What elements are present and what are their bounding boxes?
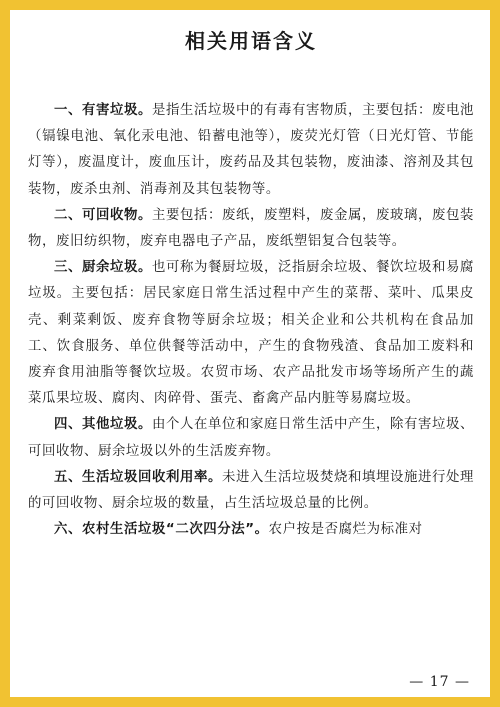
definition-body: 未进入生活垃圾焚烧和填埋设施进行处理的可回收物、厨余垃圾的数量，占生活垃圾总量的比例。 (28, 469, 474, 512)
definition-recycling-rate (28, 465, 474, 517)
page-number: — 17 — (409, 674, 470, 690)
definitions-list (28, 98, 474, 543)
definition-heading: 一、有害垃圾。 (54, 103, 152, 118)
page-title: 相关用语含义 (185, 29, 317, 53)
definition-body: 由个人在单位和家庭日常生活中产生，除有害垃圾、可回收物、厨余垃圾以外的生活废弃物。 (28, 417, 474, 459)
definition-kitchen-waste (28, 255, 474, 412)
definition-recyclables (28, 203, 474, 255)
document-page (28, 12, 474, 543)
definition-body: 主要包括：废纸，废塑料，废金属，废玻璃，废包装物，废旧纺织物，废弃电器电子产品，废纸塑铝复合包装等。 (28, 207, 474, 250)
definition-body: 农户按是否腐烂为标准对 (268, 522, 423, 538)
definition-heading: 四、其他垃圾。 (54, 417, 152, 433)
definition-other-waste (28, 412, 474, 464)
definition-body: 是指生活垃圾中的有毒有害物质，主要包括：废电池（镉镍电池、氧化汞电池、铅蓄电池等），废荧光灯管（日光灯管、节能灯等），废温度计，废血压计，废药品及其包装物，废油漆、溶剂及其包装物，废杀虫剂、消毒剂及其包装物等。 (28, 103, 474, 197)
definition-rural-sorting-method (28, 517, 474, 543)
definition-body: 也可称为餐厨垃圾，泛指厨余垃圾、餐饮垃圾和易腐垃圾。主要包括：居民家庭日常生活过程中产生的菜帮、菜叶、瓜果皮壳、剩菜剩饭、废弃食物等厨余垃圾；相关企业和公共机构在食品加工、饮食服务、单位供餐等活动中，产生的食物残渣、食品加工废料和废弃食用油脂等餐饮垃圾。农贸市场、农产品批发市场等场所产生的蔬菜瓜果垃圾、腐肉、肉碎骨、蛋壳、畜禽产品内脏等易腐垃圾。 (28, 260, 474, 407)
definition-heading: 五、生活垃圾回收利用率。 (54, 469, 222, 485)
definition-heading: 二、可回收物。 (54, 207, 152, 223)
definition-hazardous-waste (28, 98, 474, 203)
definition-heading: 六、农村生活垃圾“二次四分法”。 (54, 522, 269, 538)
definition-heading: 三、厨余垃圾。 (54, 260, 152, 276)
